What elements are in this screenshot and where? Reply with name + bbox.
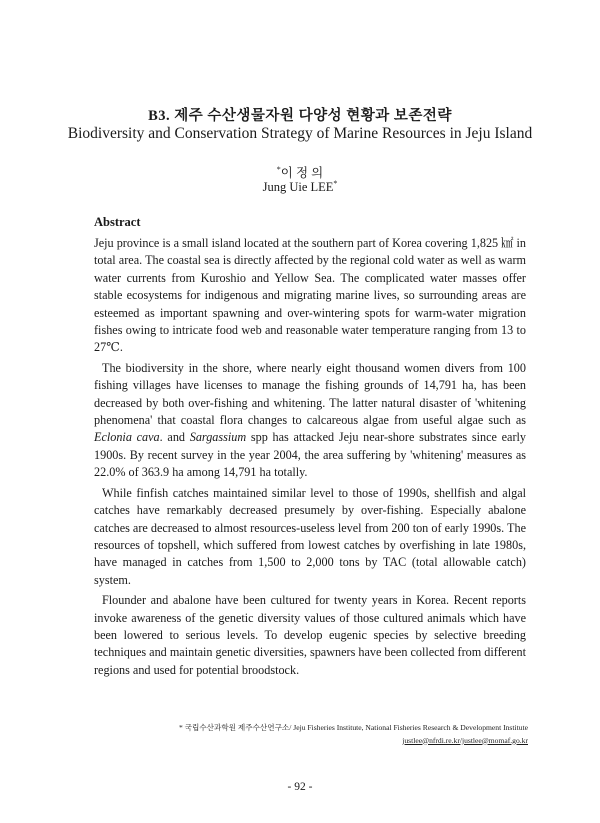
abstract-paragraph-4: Flounder and abalone have been cultured for twenty years in Korea. Recent reports invoke awareness of the genetic diversity values of those cultured animals which have been lowered to serious levels. To develop eugenic species by selective breeding techniques and maintain genetic diversities, spawners have been collected from different regions and used for potential broodstock. <box>94 593 526 677</box>
abstract-paragraph-1: Jeju province is a small island located at the southern part of Korea covering 1,825 ㎢ in total area. The coastal sea is directly affected by the regional cold water as well as warm water currents from Kuroshio and Yellow Sea. The complicated water masses offer stable ecosystems for indigenous and migrating marine lives, so surrounding areas are esteemed as important spawning and over-wintering spots for warm-water migration fishes owing to intricate food web and reasonable water temperature ranging from 13 to 27℃. <box>94 236 526 355</box>
footnote <box>168 722 528 747</box>
species-eclonia: Eclonia cava <box>94 430 160 445</box>
abstract-paragraph-3: While finfish catches maintained similar level to those of 1990s, shellfish and algal catches have remarkably decreased presumely by over-fishing. Especially abalone catches are decreased to almost resources-useless level from 200 ton of early 1990s. The resources of topshell, which suffered from lowest catches by overfishing in late 1980s, have managed in catches from 1,500 to 2,000 tons by TAC (total allowable catch) system. <box>94 485 526 587</box>
title-english: Biodiversity and Conservation Strategy of Marine Resources in Jeju Island <box>67 125 533 142</box>
author-korean <box>0 163 600 181</box>
p2-text-3: spp has attacked Jeju near-shore substrates since early 1900s. By recent survey in the year 2004, the area suffering by 'whitening' measures as 22.0% of 363.9 ha among 14,791 ha totally. <box>94 430 526 480</box>
abstract-paragraph-2 <box>94 360 526 482</box>
p2-text-2: . and <box>159 430 190 445</box>
author-english <box>0 180 600 195</box>
page-number: - 92 - <box>287 781 313 793</box>
species-sargassium: Sargassium <box>189 430 247 445</box>
author-name-korean: 이 정 의 <box>280 166 324 180</box>
abstract-heading: Abstract <box>94 215 141 229</box>
p2-text-1: The biodiversity in the shore, where nearly eight thousand women divers from 100 fishing villages have licenses to manage the fishing grounds of 14,791 ha, has been decreased by both over-fishing and whitening. The latter natural disaster of 'whitening phenomena' that coastal flora changes to calcareous algae from useful algae such as <box>94 360 526 428</box>
title-korean: B3. 제주 수산생물자원 다양성 현황과 보존전략 <box>148 108 452 124</box>
abstract-body <box>94 235 526 682</box>
footnote-affiliation: * 국립수산과학원 제주수산연구소/ Jeju Fisheries Institute, National Fisheries Research & Development Institute <box>178 723 528 732</box>
author-mark: * <box>276 164 281 174</box>
author-mark-en: * <box>333 178 338 188</box>
author-name-english: Jung Uie LEE <box>262 180 334 194</box>
footnote-email[interactable]: justlee@nfrdi.re.kr/justlee@momaf.go.kr <box>402 735 528 745</box>
